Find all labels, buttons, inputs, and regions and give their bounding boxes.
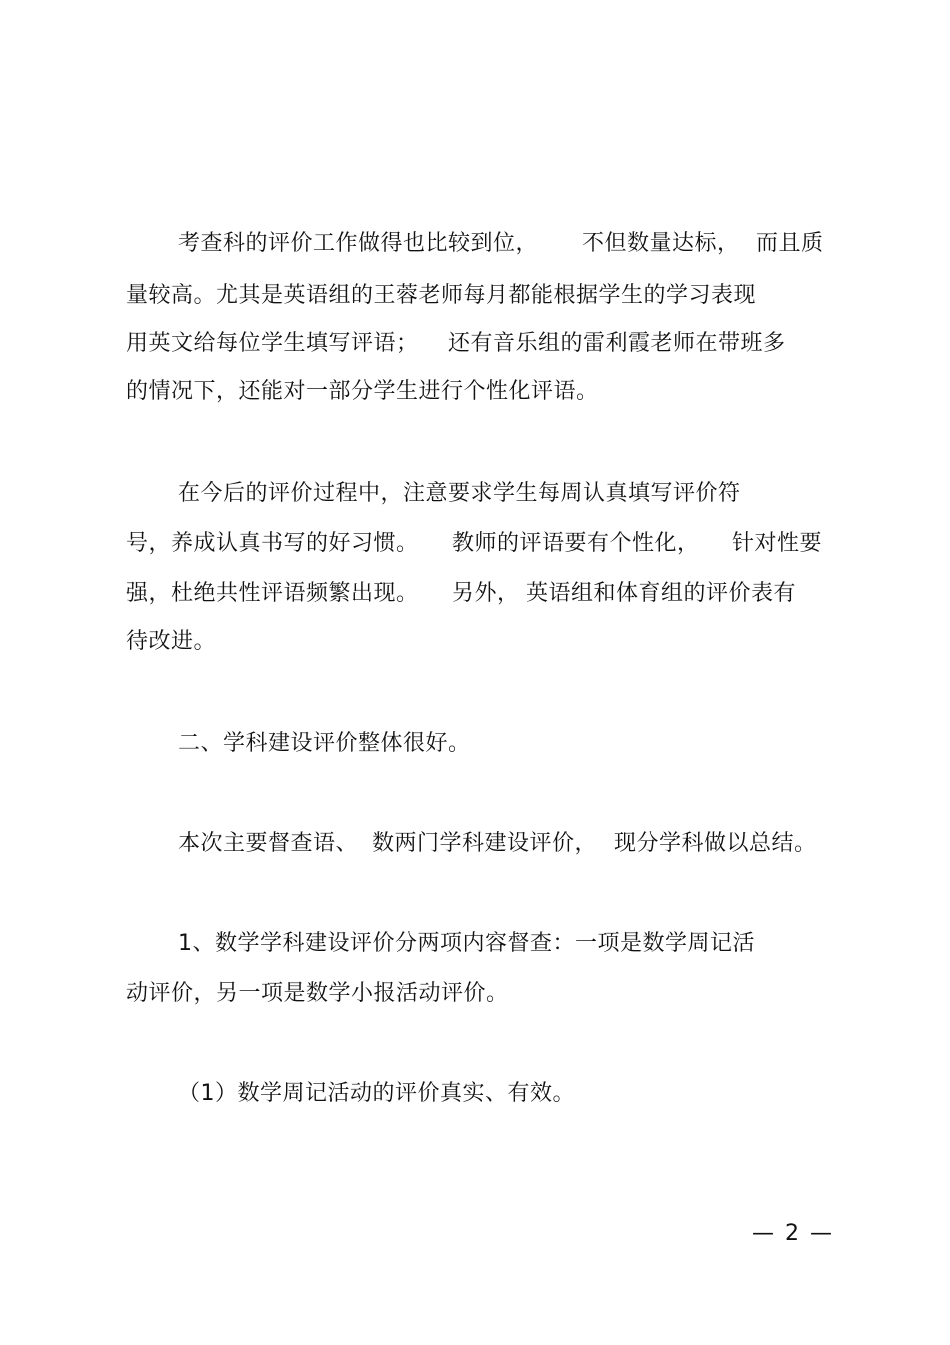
text-segment: 强，杜绝共性评语频繁出现。: [126, 581, 419, 606]
text-segment: 不但数量达标，: [582, 231, 740, 256]
text-segment: 动评价，另一项是数学小报活动评价。: [126, 981, 509, 1006]
text-segment: 1、数学学科建设评价分两项内容督查：一项是数学周记活: [178, 931, 755, 956]
text-segment: 待改进。: [126, 629, 217, 654]
text-segment: 另外，: [452, 581, 520, 606]
text-segment: 现分学科做以总结。: [614, 831, 817, 856]
text-segment: 还有音乐组的雷利霞老师在带班多: [448, 331, 786, 356]
text-segment: 在今后的评价过程中，注意要求学生每周认真填写评价符: [178, 481, 741, 506]
text-segment: 号，养成认真书写的好习惯。: [126, 531, 419, 556]
text-segment: 教师的评语要有个性化，: [452, 531, 700, 556]
text-segment: 量较高。尤其是英语组的王蓉老师每月都能根据学生的学习表现: [126, 283, 757, 308]
text-segment: （1）数学周记活动的评价真实、有效。: [178, 1081, 575, 1106]
text-segment: 考查科的评价工作做得也比较到位，: [178, 231, 539, 256]
text-segment: 二、学科建设评价整体很好。: [178, 731, 471, 756]
text-segment: 用英文给每位学生填写评语；: [126, 331, 419, 356]
text-segment: 本次主要督查语、: [178, 831, 359, 856]
text-segment: 的情况下，还能对一部分学生进行个性化评语。: [126, 379, 599, 404]
text-segment: 而且质: [756, 231, 824, 256]
page-number: — 2 —: [752, 1221, 834, 1246]
text-segment: 针对性要: [732, 531, 823, 556]
text-segment: 数两门学科建设评价，: [372, 831, 598, 856]
text-segment: 英语组和体育组的评价表有: [526, 581, 797, 606]
